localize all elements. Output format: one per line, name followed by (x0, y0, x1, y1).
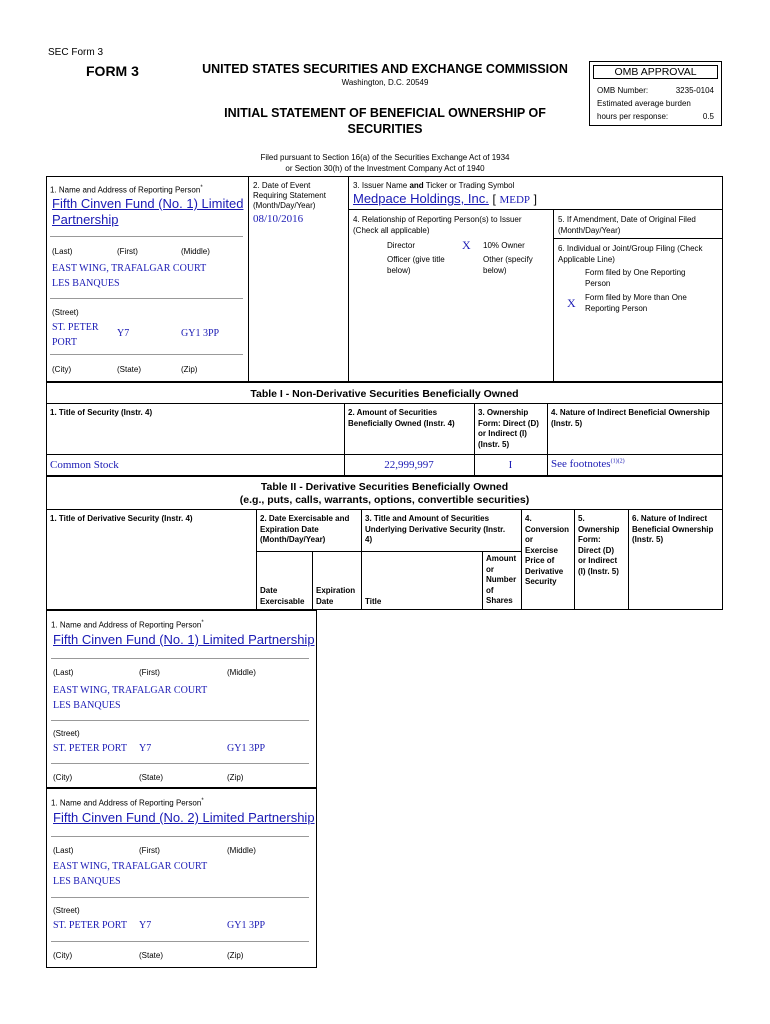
box4-label: 4. Relationship of Reporting Person(s) to Issuer (Check all applicable) (353, 215, 522, 235)
issuer-name-link[interactable]: Medpace Holdings, Inc. (353, 191, 489, 206)
box1-state: Y7 (117, 328, 130, 339)
reporting-person-block-2: 1. Name and Address of Reporting Person* Fifth Cinven Fund (No. 2) Limited Partnership (Last) (First) (Middle) EAST WING, TRAFALGAR COURT LES BANQUES (Street) ST. PETER PORT Y7 GY1 3PP (City) (State) (Zip) (46, 788, 317, 968)
table1-row-title: Common Stock (50, 459, 119, 471)
issuer-line: Medpace Holdings, Inc. [ MEDP ] (353, 191, 537, 206)
box1-city: ST. PETER PORT (52, 322, 99, 348)
table2-col3-header: 3. Title and Amount of Securities Underlying Derivative Security (Instr. 4) (365, 514, 506, 544)
omb-burden-label: Estimated average burden (597, 99, 691, 108)
table2-col1-header: 1. Title of Derivative Security (Instr. 4) (50, 514, 193, 523)
omb-hours-value: 0.5 (702, 112, 714, 121)
table1-row-nature: See footnotes$^{(1)(2)}$ (551, 458, 625, 470)
zip-label: (Zip) (181, 365, 198, 374)
person1-label: 1. Name and Address of Reporting Person* (51, 620, 204, 630)
reporting-person-name[interactable]: Fifth Cinven Fund (No. 1) Limited Partnership (52, 196, 244, 227)
one-reporting-label: Form filed by One Reporting Person (585, 268, 686, 288)
table1-col2-header: 2. Amount of Securities Beneficially Owned (Instr. 4) (348, 408, 455, 428)
director-label: Director (387, 241, 416, 250)
person2-state: Y7 (139, 920, 152, 931)
other-label: Other (specify below) (483, 255, 533, 275)
footnote-link[interactable]: (1)(2) (610, 458, 625, 465)
event-date: 08/10/2016 (253, 213, 304, 225)
ten-pct-owner-label: 10% Owner (483, 241, 525, 250)
person2-name-link[interactable]: Fifth Cinven Fund (No. 2) Limited Partnership (53, 810, 315, 825)
person1-name-link[interactable]: Fifth Cinven Fund (No. 1) Limited Partnership (53, 632, 315, 647)
state-label: (State) (117, 365, 142, 374)
sub-date-exercisable: Date Exercisable (260, 586, 305, 606)
sub-title: Title (365, 597, 382, 606)
box6-label: 6. Individual or Joint/Group Filing (Check Applicable Line) (558, 244, 703, 264)
table2-col2-header: 2. Date Exercisable and Expiration Date (Month/Day/Year) (260, 514, 350, 544)
reporting-person-block-1: 1. Name and Address of Reporting Person* Fifth Cinven Fund (No. 1) Limited Partnership (Last) (First) (Middle) EAST WING, TRAFALGAR COURT LES BANQUES (Street) ST. PETER PORT Y7 GY1 3PP (City) (State) (Zip) (46, 610, 317, 788)
ten-pct-owner-check: X (462, 238, 471, 252)
middle-label: (Middle) (181, 247, 210, 256)
officer-label: Officer (give title below) (387, 255, 445, 275)
box5-label: 5. If Amendment, Date of Original Filed (Month/Day/Year) (558, 215, 696, 235)
person2-label: 1. Name and Address of Reporting Person* (51, 798, 204, 808)
more-than-one-check: X (567, 296, 576, 310)
omb-hours-label: hours per response: (597, 112, 669, 121)
person2-street: EAST WING, TRAFALGAR COURT LES BANQUES (53, 861, 208, 887)
table2-col6-header: 6. Nature of Indirect Beneficial Ownership (Instr. 5) (632, 514, 714, 544)
agency-title: UNITED STATES SECURITIES AND EXCHANGE COMMISSION (202, 62, 568, 76)
person1-city: ST. PETER PORT (53, 743, 127, 754)
table1-col1-header: 1. Title of Security (Instr. 4) (50, 408, 153, 417)
street-label: (Street) (52, 308, 79, 317)
table1-row-form: I (508, 459, 513, 471)
table2-col5-header: 5. Ownership Form: Direct (D) or Indirect (I) (Instr. 5) (578, 514, 620, 576)
box1-street: EAST WING, TRAFALGAR COURT LES BANQUES (52, 263, 207, 289)
box1-zip: GY1 3PP (181, 328, 220, 339)
sub-expiration-date: Expiration Date (316, 586, 356, 606)
person1-state: Y7 (139, 743, 152, 754)
last-label: (Last) (52, 247, 73, 256)
omb-number-value: 3235-0104 (675, 86, 714, 95)
sec-form-label: SEC Form 3 (48, 47, 104, 58)
person1-zip: GY1 3PP (227, 743, 266, 754)
table2-col4-header: 4. Conversion or Exercise Price of Derivative Security (525, 514, 570, 586)
table1-col3-header: 3. Ownership Form: Direct (D) or Indirect (I) (Instr. 5) (478, 408, 539, 449)
box1-label: 1. Name and Address of Reporting Person* (50, 185, 203, 195)
box2-label: 2. Date of Event Requiring Statement (Month/Day/Year) (253, 181, 326, 210)
omb-approval-box (589, 61, 722, 126)
more-reporting-label: Form filed by More than One Reporting Person (585, 293, 687, 313)
table1-title: Table I - Non-Derivative Securities Beneficially Owned (250, 388, 519, 400)
filed-pursuant-text: Filed pursuant to Section 16(a) of the Securities Exchange Act of 1934 or Section 30(h) of the Investment Company Act of 1940 (260, 153, 510, 173)
form-number: FORM 3 (86, 63, 139, 79)
omb-number-label: OMB Number: (597, 86, 649, 95)
person2-city: ST. PETER PORT (53, 920, 127, 931)
table2-title: Table II - Derivative Securities Beneficially Owned (e.g., puts, calls, warrants, options, convertible securities) (239, 481, 530, 506)
table1-col4-header: 4. Nature of Indirect Beneficial Ownership (Instr. 5) (551, 408, 710, 428)
agency-location: Washington, D.C. 20549 (341, 78, 429, 87)
sub-amount-shares: Amount or Number of Shares (486, 554, 517, 605)
statement-title: INITIAL STATEMENT OF BENEFICIAL OWNERSHIP OF SECURITIES (224, 106, 546, 136)
box3-label: 3. Issuer Name and Ticker or Trading Symbol (353, 181, 515, 190)
table1-row-amount: 22,999,997 (384, 459, 434, 471)
ticker-symbol: MEDP (499, 194, 531, 206)
city-label: (City) (52, 365, 72, 374)
omb-title: OMB APPROVAL (593, 65, 718, 79)
person2-zip: GY1 3PP (227, 920, 266, 931)
person1-street: EAST WING, TRAFALGAR COURT LES BANQUES (53, 685, 208, 711)
first-label: (First) (117, 247, 138, 256)
